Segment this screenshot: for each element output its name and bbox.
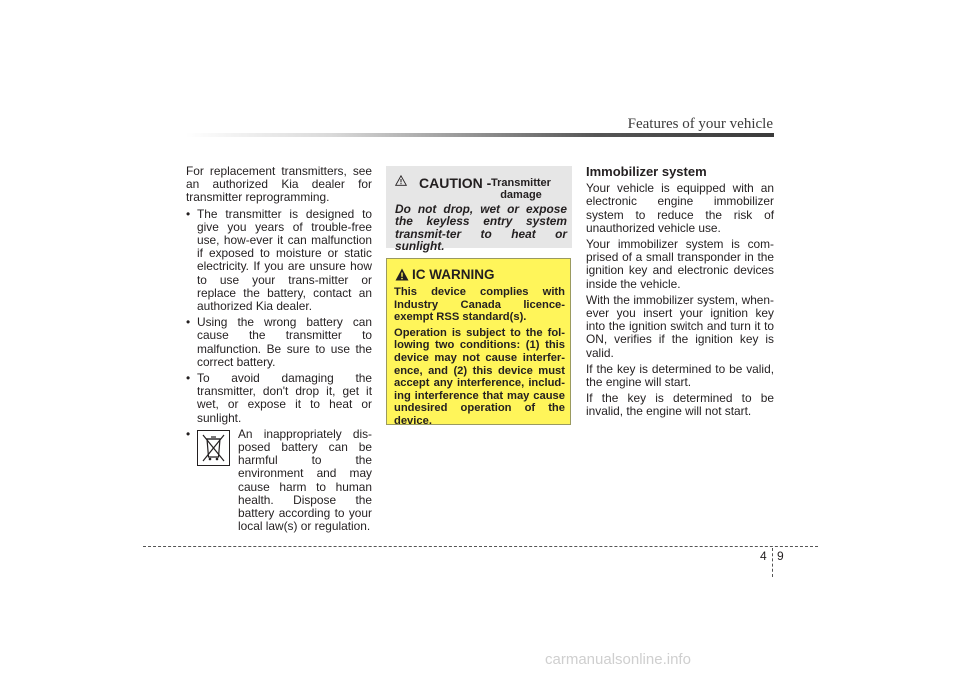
warning-body: [394, 286, 565, 431]
list-item: [186, 428, 372, 534]
body-paragraph: Your immobilizer system is com-prised of a small transponder in the ignition key and electronic devices inside the vehicle.: [586, 237, 774, 291]
warning-title: IC WARNING: [412, 267, 495, 282]
bullet-marker: •: [186, 371, 191, 386]
bullet-marker: •: [186, 315, 191, 330]
warning-paragraph: Operation is subject to the fol-lowing two conditions: (1) this device may not cause interfer-ence, and (2) this device must accept any interference, includ-ing interference that may cause undesired operation of the device.: [394, 326, 565, 427]
list-item: [186, 316, 372, 369]
header-rule: [186, 133, 774, 137]
left-column: [186, 165, 372, 533]
page-number-separator: [772, 548, 773, 577]
body-paragraph: If the key is determined to be valid, the engine will start.: [586, 361, 774, 390]
body-paragraph: Your vehicle is equipped with an electronic engine immobilizer system to reduce the risk of unauthorized vehicle use.: [586, 181, 774, 235]
warning-triangle-icon: [395, 268, 409, 281]
body-paragraph: If the key is determined to be invalid, the engine will not start.: [586, 391, 774, 419]
crossed-out-bin-icon: [197, 430, 230, 466]
ic-warning-box: [386, 258, 571, 425]
warning-triangle-icon: [395, 175, 407, 186]
caution-text: Do not drop, wet or expose the keyless entry system transmit-ter to heat or sunlight.: [395, 202, 567, 254]
bullet-text: An inappropriately dis-posed battery can be harmful to the environment and may cause harm to human health. Dispose the battery according to your local law(s) or regulation.: [238, 426, 372, 534]
right-column: [586, 165, 774, 422]
page-number: 9: [777, 549, 784, 563]
bullet-text: To avoid damaging the transmitter, don't drop it, get it wet, or expose it to heat or sunlight.: [197, 371, 372, 425]
section-title: Immobilizer system: [586, 164, 707, 179]
list-item: [186, 372, 372, 425]
bullet-text: The transmitter is designed to give you years of trouble-free use, how-ever it can malfunction if exposed to moisture or static electricity. If you are unsure how to use your trans-mitter or replace the battery, contact an authorized Kia dealer.: [197, 206, 372, 314]
body-paragraph: With the immobilizer system, when-ever you insert your ignition key into the ignition switch and turn it to ON, verifies if the ignition key is valid.: [586, 292, 774, 360]
intro-paragraph: For replacement transmitters, see an authorized Kia dealer for transmitter reprogramming.: [186, 164, 372, 205]
caution-subtitle: Transmitter damage: [491, 177, 551, 201]
caution-label: CAUTION -: [419, 175, 492, 191]
bullet-marker: •: [186, 426, 191, 441]
warning-paragraph: This device complies with Industry Canada licence-exempt RSS standard(s).: [394, 286, 565, 324]
bullet-text: Using the wrong battery can cause the transmitter to malfunction. Be sure to use the correct battery.: [197, 315, 372, 369]
caution-box: [386, 166, 572, 254]
bullet-marker: •: [186, 206, 191, 221]
watermark: carmanualsonline.info: [545, 651, 691, 668]
page-header-title: Features of your vehicle: [627, 116, 773, 132]
footer-rule: [143, 546, 818, 547]
list-item: [186, 208, 372, 314]
chapter-number: 4: [760, 549, 767, 563]
